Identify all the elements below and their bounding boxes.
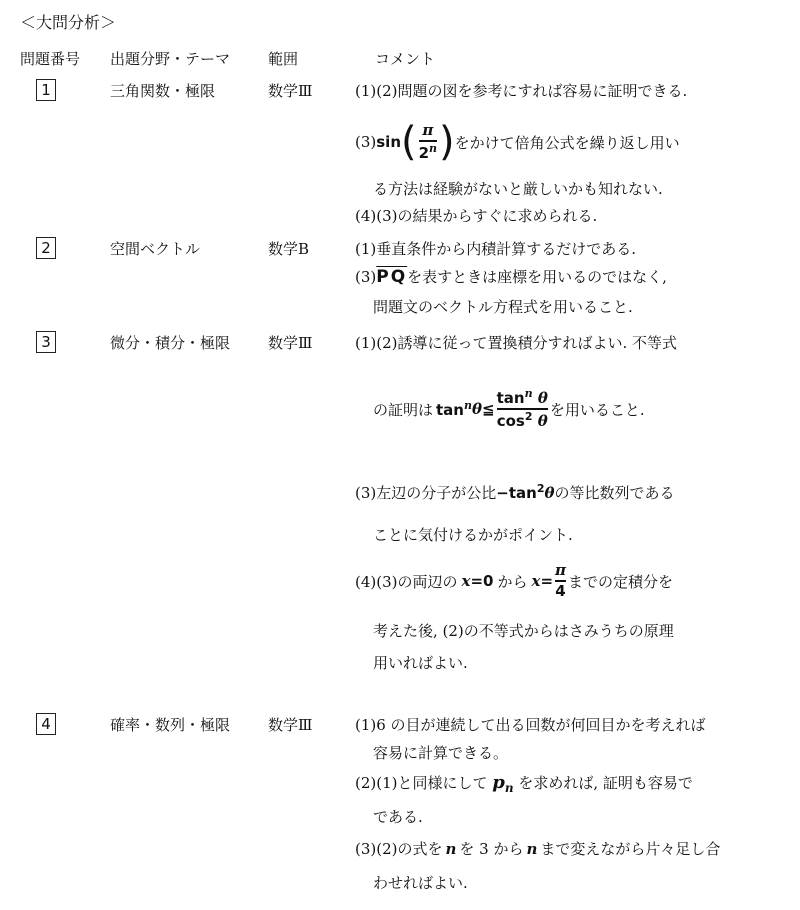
row4-field: 確率・数列・極限 (110, 716, 231, 734)
row3-comment-2: の証明は $\tan^n$ θ ≦ $\frac{\tan^n \theta}{\cos^2 \theta}$ を用いること. (373, 387, 645, 430)
row4-comment-1: (1)6 の目が連続して出る回数が何回目かを考えれば (355, 716, 706, 734)
left-paren: ( (401, 119, 417, 165)
row3-comment-5: (4)(3)の両辺の x = 0 から x = $\frac{\pi}{4}$ までの定積分を (355, 561, 674, 600)
row3-comment-6: 考えた後, (2)の不等式からはさみうちの原理 (373, 622, 674, 640)
header-comment: コメント (375, 50, 436, 68)
row4-comment-5: (3)(2)の式を n を 3 から n まで変えながら片々足し合 (355, 840, 721, 858)
row3-c5-fraction: $\frac{\pi}{4}$ (555, 561, 566, 600)
row3-comment-1: (1)(2)誘導に従って置換積分すればよい. 不等式 (355, 334, 678, 352)
row1-comment-3: る方法は経験がないと厳しいかも知れない. (373, 180, 663, 198)
problem-number-1: 1 (36, 79, 56, 101)
row3-comment-7: 用いればよい. (373, 654, 468, 672)
row3-scope: 数学Ⅲ (268, 334, 313, 352)
row1-comment-4: (4)(3)の結果からすぐに求められる. (355, 207, 598, 225)
row1-comment-1: (1)(2)問題の図を参考にすれば容易に証明できる. (355, 82, 688, 100)
row1-field: 三角関数・極限 (110, 82, 216, 100)
header-scope: 範囲 (268, 50, 299, 68)
row2-field: 空間ベクトル (110, 240, 201, 258)
problem-number-2: 2 (36, 237, 56, 259)
row1-c2-num: π (422, 121, 434, 140)
row3-c2-fraction: $\frac{\tan^n \theta}{\cos^2 \theta}$ (496, 387, 548, 430)
row1-c2-fraction (419, 122, 437, 162)
row1-comment-2 (355, 112, 680, 172)
row2-scope: 数学B (268, 240, 310, 258)
row1-c2-den: 2$^n$ (418, 141, 438, 162)
row1-c2-post: をかけて倍角公式を繰り返し用い (454, 133, 680, 152)
row4-comment-6: わせればよい. (373, 874, 468, 892)
row2-comment-1: (1)垂直条件から内積計算するだけである. (355, 240, 637, 258)
vector-pq: $\overline{PQ}$ (376, 267, 408, 287)
row1-scope: 数学Ⅲ (268, 82, 313, 100)
tan-n: $\tan^n$ (436, 399, 472, 419)
row3-comment-4: ことに気付けるかがポイント. (373, 526, 573, 544)
row1-c2-fn: sin (376, 133, 401, 151)
row4-comment-3: (2)(1)と同様にして $p_n$ を求めれば, 証明も容易で (355, 772, 693, 795)
header-number: 問題番号 (20, 50, 81, 68)
right-paren: ) (439, 119, 455, 165)
header-field: 出題分野・テーマ (110, 50, 231, 68)
row4-scope: 数学Ⅲ (268, 716, 313, 734)
row3-field: 微分・積分・極限 (110, 334, 231, 352)
row3-comment-3: (3)左辺の分子が公比$-\tan^2\theta$の等比数列である (355, 482, 675, 502)
row2-comment-3: 問題文のベクトル方程式を用いること. (373, 298, 633, 316)
row2-comment-2: $(3)\overline{PQ}$を表すときは座標を用いるのではなく, (355, 267, 667, 287)
section-title: ＜大問分析＞ (20, 13, 117, 32)
problem-number-3: 3 (36, 331, 56, 353)
row4-comment-2: 容易に計算できる。 (373, 744, 509, 762)
problem-number-4: 4 (36, 713, 56, 735)
row4-comment-4: である. (373, 808, 423, 826)
row1-c2-pre: (3) (355, 133, 377, 151)
